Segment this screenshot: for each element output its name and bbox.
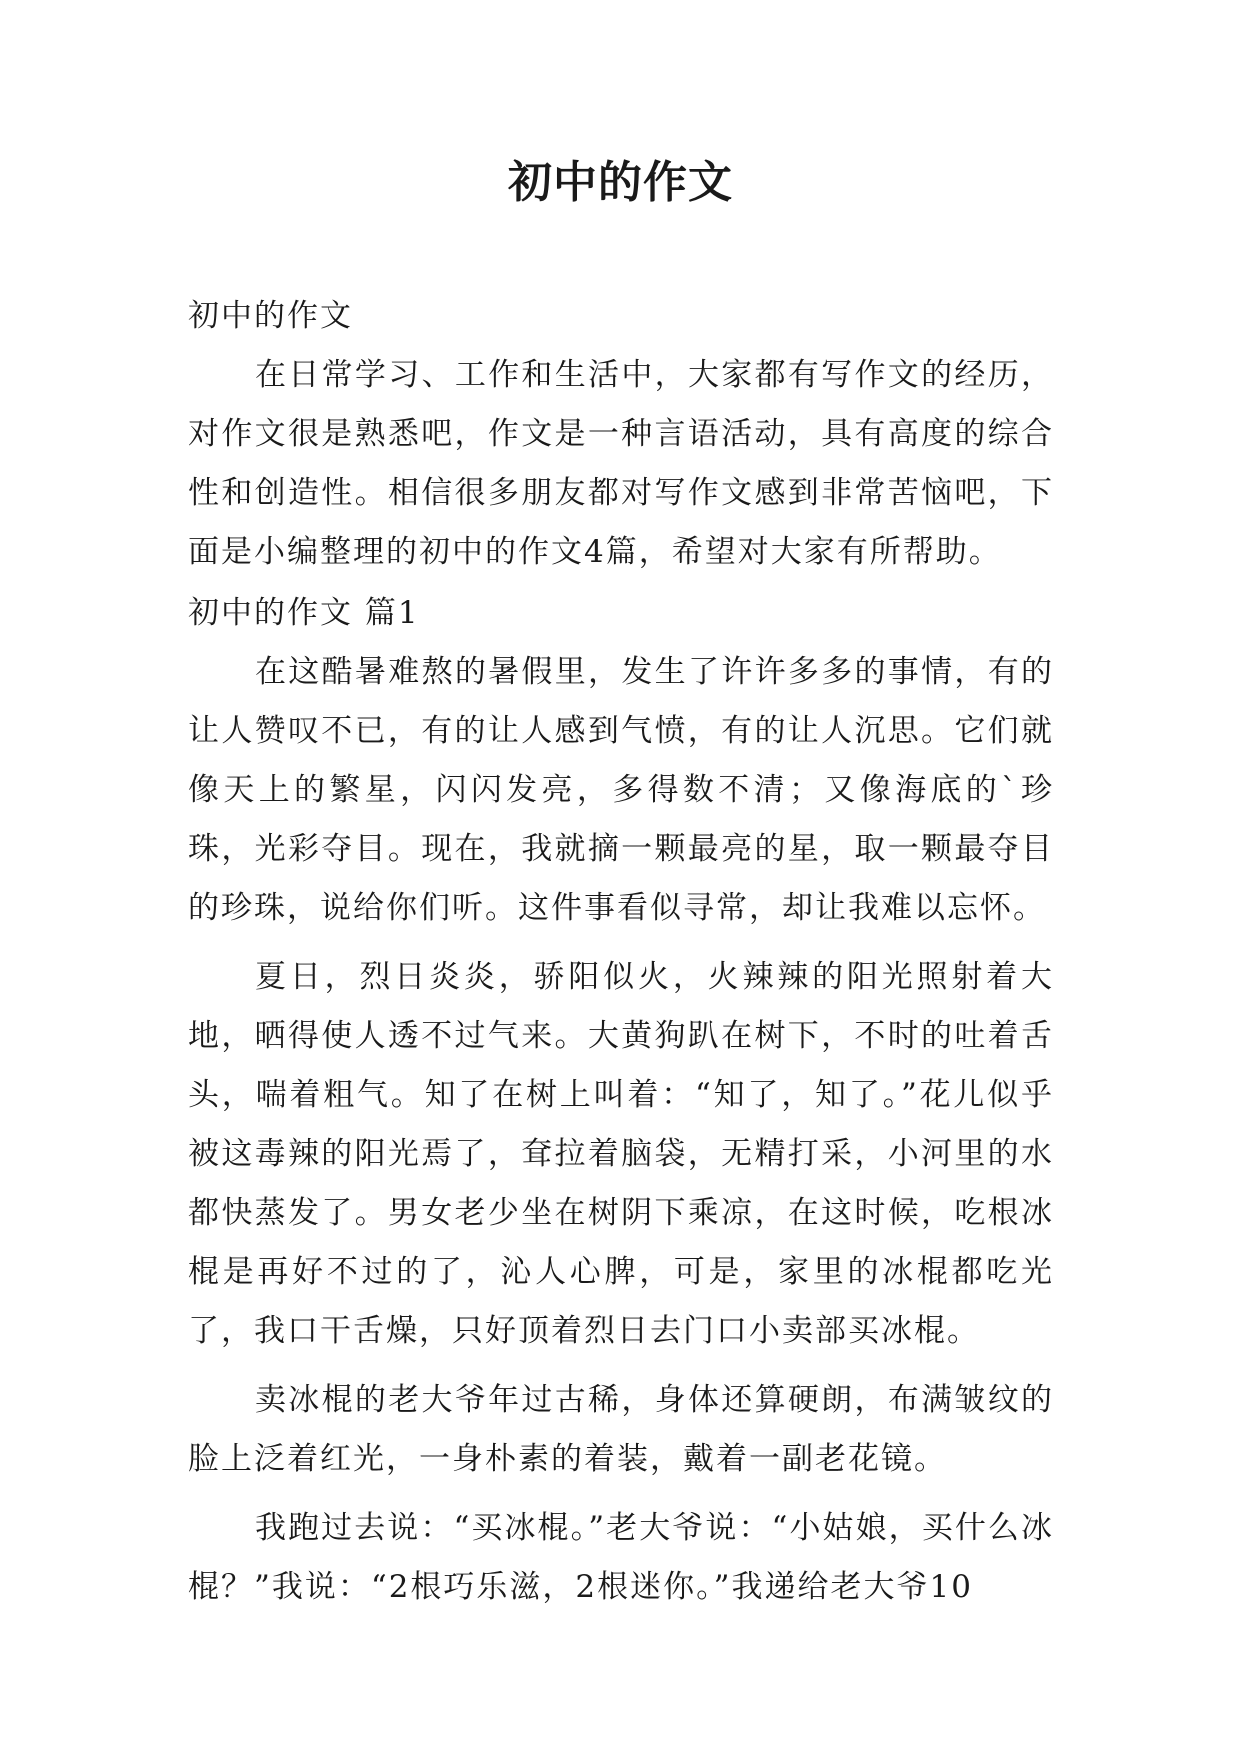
paragraph: 在日常学习、工作和生活中，大家都有写作文的经历，对作文很是熟悉吧，作文是一种言语活动，具有高度的综合性和创造性。相信很多朋友都对写作文感到非常苦恼吧，下面是小编整理的初中的作文4篇，希望对大家有所帮助。	[188, 357, 1054, 570]
paragraph: 我跑过去说：“买冰棍。”老大爷说：“小姑娘，买什么冰棍？”我说：“2根巧乐滋，2根迷你。”我递给老大爷10	[188, 1510, 1054, 1605]
paragraph: 卖冰棍的老大爷年过古稀，身体还算硬朗，布满皱纹的脸上泛着红光，一身朴素的着装，戴着一副老花镜。	[188, 1382, 1054, 1477]
section-heading: 初中的作文	[188, 298, 353, 334]
document-title: 初中的作文	[508, 157, 733, 208]
section-heading: 初中的作文 篇1	[188, 595, 420, 631]
paragraph: 在这酷暑难熬的暑假里，发生了许许多多的事情，有的让人赞叹不已，有的让人感到气愤，有的让人沉思。它们就像天上的繁星，闪闪发亮，多得数不清；又像海底的`珍珠，光彩夺目。现在，我就摘一颗最亮的星，取一颗最夺目的珍珠，说给你们听。这件事看似寻常，却让我难以忘怀。	[188, 654, 1054, 926]
document-body	[188, 287, 1054, 1617]
paragraph: 夏日，烈日炎炎，骄阳似火，火辣辣的阳光照射着大地，晒得使人透不过气来。大黄狗趴在树下，不时的吐着舌头，喘着粗气。知了在树上叫着：“知了，知了。”花儿似乎被这毒辣的阳光焉了，耷拉着脑袋，无精打采，小河里的水都快蒸发了。男女老少坐在树阴下乘凉，在这时候，吃根冰棍是再好不过的了，沁人心脾，可是，家里的冰棍都吃光了，我口干舌燥，只好顶着烈日去门口小卖部买冰棍。	[188, 959, 1054, 1349]
